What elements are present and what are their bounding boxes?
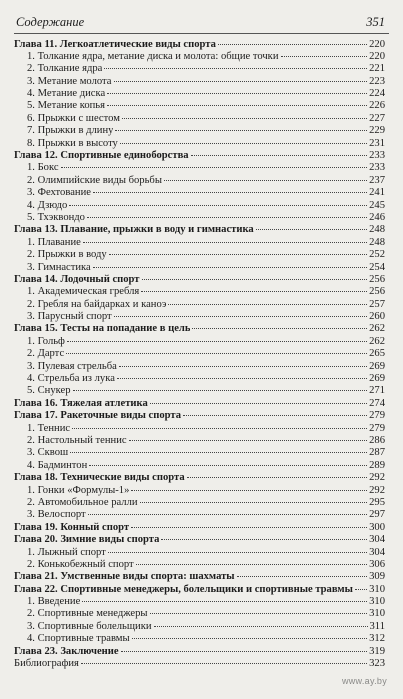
dot-leader bbox=[187, 477, 367, 478]
toc-entry-title: Глава 15. Тесты на попадание в цель bbox=[14, 323, 191, 335]
dot-leader bbox=[164, 180, 367, 181]
toc-entry-title: Глава 17. Ракеточные виды спорта bbox=[14, 410, 182, 422]
dot-leader bbox=[107, 93, 367, 94]
toc-entry-row bbox=[14, 113, 385, 125]
toc-entry-page: 279 bbox=[369, 422, 385, 434]
toc-entry-title: 3. Гимнастика bbox=[27, 261, 91, 273]
toc-entry-title: 1. Лыжный спорт bbox=[27, 546, 106, 558]
page-number: 351 bbox=[366, 15, 385, 29]
dot-leader bbox=[66, 353, 367, 354]
toc-entry-page: 221 bbox=[369, 63, 385, 75]
dot-leader bbox=[355, 589, 367, 590]
toc-entry-page: 319 bbox=[369, 645, 385, 657]
toc-entry-title: 4. Бадминтон bbox=[27, 459, 88, 471]
toc-entry-page: 309 bbox=[369, 571, 385, 583]
toc-entry-row bbox=[14, 336, 385, 348]
toc-entry-row bbox=[14, 485, 385, 497]
toc-entry-title: 2. Олимпийские виды борьбы bbox=[27, 174, 162, 186]
dot-leader bbox=[89, 465, 367, 466]
toc-entry-title: Библиография bbox=[14, 658, 79, 670]
toc-entry-title: Глава 13. Плавание, прыжки в воду и гимнастика bbox=[14, 224, 254, 236]
toc-entry-title: 3. Фехтование bbox=[27, 187, 91, 199]
dot-leader bbox=[81, 663, 367, 664]
toc-entry-title: Глава 14. Лодочный спорт bbox=[14, 273, 140, 285]
toc-entry-title: 2. Спортивные менеджеры bbox=[27, 608, 148, 620]
toc-entry-title: 2. Дартс bbox=[27, 348, 65, 360]
dot-leader bbox=[73, 390, 368, 391]
toc-entry-row bbox=[14, 608, 385, 620]
toc-entry-row bbox=[14, 348, 385, 360]
toc-chapter-row bbox=[14, 150, 385, 162]
toc-entry-page: 254 bbox=[369, 261, 385, 273]
toc-entry-row bbox=[14, 559, 385, 571]
toc-entry-title: 2. Толкание ядра bbox=[27, 63, 103, 75]
toc-chapter-row bbox=[14, 398, 385, 410]
toc-chapter-row bbox=[14, 584, 385, 596]
toc-entry-page: 262 bbox=[369, 323, 385, 335]
dot-leader bbox=[131, 490, 367, 491]
toc-entry-row bbox=[14, 423, 385, 435]
toc-entry-row bbox=[14, 509, 385, 521]
dot-leader bbox=[88, 514, 367, 515]
toc-entry-title: 3. Метание молота bbox=[27, 75, 112, 87]
toc-entry-title: 1. Бокс bbox=[27, 162, 59, 174]
toc-entry-title: 4. Спортивные травмы bbox=[27, 633, 130, 645]
toc-entry-page: 246 bbox=[369, 211, 385, 223]
toc-entry-title: Глава 18. Технические виды спорта bbox=[14, 472, 185, 484]
toc-chapter-row bbox=[14, 571, 385, 583]
toc-entry-title: 8. Прыжки в высоту bbox=[27, 137, 118, 149]
dot-leader bbox=[154, 626, 368, 627]
toc-entry-title: 1. Академическая гребля bbox=[27, 286, 140, 298]
dot-leader bbox=[61, 167, 368, 168]
dot-leader bbox=[67, 341, 367, 342]
toc-entry-title: 3. Сквош bbox=[27, 447, 69, 459]
toc-entry-title: 1. Гольф bbox=[27, 335, 65, 347]
dot-leader bbox=[93, 192, 367, 193]
toc-entry-row bbox=[14, 447, 385, 459]
toc-entry-row bbox=[14, 658, 385, 670]
toc-entry-page: 311 bbox=[369, 620, 385, 632]
toc-entry-title: Глава 23. Заключение bbox=[14, 645, 119, 657]
toc-entry-title: 5. Метание копья bbox=[27, 100, 106, 112]
dot-leader bbox=[192, 328, 367, 329]
toc-entry-row bbox=[14, 237, 385, 249]
toc-entry-row bbox=[14, 311, 385, 323]
toc-entry-title: 1. Плавание bbox=[27, 236, 81, 248]
dot-leader bbox=[141, 291, 367, 292]
toc-entry-row bbox=[14, 385, 385, 397]
dot-leader bbox=[142, 279, 368, 280]
dot-leader bbox=[129, 440, 368, 441]
toc-entry-title: 6. Прыжки с шестом bbox=[27, 112, 120, 124]
toc-entry-title: 3. Парусный спорт bbox=[27, 311, 112, 323]
dot-leader bbox=[281, 56, 368, 57]
toc-entry-title: 5. Тхэквондо bbox=[27, 211, 85, 223]
toc-entry-title: 3. Спортивные болельщики bbox=[27, 620, 152, 632]
dot-leader bbox=[136, 564, 367, 565]
toc-entry-page: 269 bbox=[369, 360, 385, 372]
dot-leader bbox=[109, 254, 367, 255]
toc-entry-row bbox=[14, 262, 385, 274]
dot-leader bbox=[72, 428, 367, 429]
toc-entry-row bbox=[14, 200, 385, 212]
toc-entry-page: 226 bbox=[369, 100, 385, 112]
toc-entry-page: 312 bbox=[369, 633, 385, 645]
toc-entry-row bbox=[14, 299, 385, 311]
toc-entry-row bbox=[14, 63, 385, 75]
toc-entry-title: 4. Дзюдо bbox=[27, 199, 68, 211]
toc-entry-page: 252 bbox=[369, 249, 385, 261]
dot-leader bbox=[183, 415, 367, 416]
toc-entry-title: 2. Гребля на байдарках и каноэ bbox=[27, 298, 167, 310]
toc-entry-page: 227 bbox=[369, 112, 385, 124]
dot-leader bbox=[104, 68, 367, 69]
toc-entry-page: 256 bbox=[369, 286, 385, 298]
toc-chapter-row bbox=[14, 323, 385, 335]
toc-entry-row bbox=[14, 373, 385, 385]
toc-entry-title: Глава 12. Спортивные единоборства bbox=[14, 150, 189, 162]
toc-entry-page: 229 bbox=[369, 125, 385, 137]
toc-entry-page: 289 bbox=[369, 459, 385, 471]
toc-entry-page: 265 bbox=[369, 348, 385, 360]
toc-entry-page: 220 bbox=[369, 38, 385, 50]
running-header-title: Содержание bbox=[16, 15, 85, 29]
toc-entry-page: 292 bbox=[369, 472, 385, 484]
dot-leader bbox=[93, 267, 367, 268]
dot-leader bbox=[121, 651, 368, 652]
dot-leader bbox=[107, 105, 367, 106]
toc-entry-row bbox=[14, 547, 385, 559]
dot-leader bbox=[140, 502, 368, 503]
dot-leader bbox=[114, 316, 367, 317]
toc-entry-page: 297 bbox=[369, 509, 385, 521]
toc-entry-page: 310 bbox=[369, 583, 385, 595]
dot-leader bbox=[132, 638, 367, 639]
toc-entry-row bbox=[14, 88, 385, 100]
toc-entry-page: 310 bbox=[369, 596, 385, 608]
toc-entry-row bbox=[14, 100, 385, 112]
toc-entry-title: Глава 16. Тяжелая атлетика bbox=[14, 397, 148, 409]
dot-leader bbox=[108, 552, 367, 553]
toc-entry-page: 286 bbox=[369, 435, 385, 446]
toc-entry-row bbox=[14, 460, 385, 472]
toc-entry-page: 304 bbox=[369, 546, 385, 558]
dot-leader bbox=[70, 452, 367, 453]
toc-entry-page: 310 bbox=[369, 608, 385, 620]
toc-entry-title: 3. Пулевая стрельба bbox=[27, 360, 117, 372]
toc-chapter-row bbox=[14, 646, 385, 658]
toc-chapter-row bbox=[14, 472, 385, 484]
toc-entry-page: 256 bbox=[369, 273, 385, 285]
toc-entry-page: 248 bbox=[369, 224, 385, 236]
toc-entry-title: 1. Введение bbox=[27, 596, 81, 608]
dot-leader bbox=[237, 576, 368, 577]
toc-entry-title: Глава 22. Спортивные менеджеры, болельщики и спортивные травмы bbox=[14, 583, 353, 595]
toc-chapter-row bbox=[14, 522, 385, 534]
toc-entry-title: Глава 20. Зимние виды спорта bbox=[14, 534, 160, 546]
toc-entry-title: Глава 19. Конный спорт bbox=[14, 521, 130, 533]
watermark: www.ay.by bbox=[341, 676, 387, 686]
toc-entry-page: 233 bbox=[369, 150, 385, 162]
dot-leader bbox=[161, 539, 367, 540]
dot-leader bbox=[87, 217, 367, 218]
toc-entry-page: 279 bbox=[369, 410, 385, 422]
toc-entry-page: 292 bbox=[369, 484, 385, 496]
toc-entry-page: 323 bbox=[369, 658, 385, 670]
dot-leader bbox=[120, 143, 367, 144]
toc-chapter-row bbox=[14, 274, 385, 286]
toc-entry-page: 223 bbox=[369, 75, 385, 87]
dot-leader bbox=[218, 44, 367, 45]
toc-entry-row bbox=[14, 125, 385, 137]
toc-entry-title: Глава 11. Легкоатлетические виды спорта bbox=[14, 38, 216, 50]
toc-entry-page: 271 bbox=[369, 385, 385, 397]
toc-entry-title: 2. Настольный теннис bbox=[27, 435, 127, 446]
dot-leader bbox=[119, 366, 367, 367]
toc-entry-page: 262 bbox=[369, 335, 385, 347]
toc-entry-row bbox=[14, 361, 385, 373]
toc-entry-row bbox=[14, 187, 385, 199]
toc-entry-page: 306 bbox=[369, 558, 385, 570]
toc-entry-page: 295 bbox=[369, 496, 385, 508]
toc-entry-row bbox=[14, 51, 385, 63]
toc-entry-row bbox=[14, 76, 385, 88]
toc-entry-row bbox=[14, 497, 385, 509]
toc-entry-title: 2. Прыжки в воду bbox=[27, 249, 107, 261]
toc-entry-page: 287 bbox=[369, 447, 385, 459]
toc-chapter-row bbox=[14, 39, 385, 51]
toc-entry-page: 269 bbox=[369, 373, 385, 385]
toc-chapter-row bbox=[14, 224, 385, 236]
toc-entry-title: 3. Велоспорт bbox=[27, 509, 86, 521]
dot-leader bbox=[150, 403, 367, 404]
toc-entry-row bbox=[14, 596, 385, 608]
toc-entry-page: 300 bbox=[369, 521, 385, 533]
dot-leader bbox=[256, 229, 367, 230]
dot-leader bbox=[82, 601, 367, 602]
toc-entry-page: 245 bbox=[369, 199, 385, 211]
dot-leader bbox=[115, 130, 367, 131]
dot-leader bbox=[122, 118, 367, 119]
toc-entry-title: Глава 21. Умственные виды спорта: шахматы bbox=[14, 571, 235, 583]
toc-entry-title: 2. Конькобежный спорт bbox=[27, 558, 134, 570]
toc-entry-page: 237 bbox=[369, 174, 385, 186]
toc-entry-title: 7. Прыжки в длину bbox=[27, 125, 114, 137]
toc-entry-page: 257 bbox=[369, 298, 385, 310]
header-rule bbox=[14, 33, 389, 34]
toc-entry-row bbox=[14, 175, 385, 187]
toc-entry-title: 5. Снукер bbox=[27, 385, 71, 397]
dot-leader bbox=[168, 304, 367, 305]
toc-entry-title: 4. Стрельба из лука bbox=[27, 373, 115, 385]
toc-entry-title: 1. Гонки «Формулы-1» bbox=[27, 484, 130, 496]
toc-chapter-row bbox=[14, 410, 385, 422]
dot-leader bbox=[117, 378, 367, 379]
dot-leader bbox=[150, 613, 368, 614]
toc-entry-title: 4. Метание диска bbox=[27, 88, 106, 100]
toc-entry-page: 304 bbox=[369, 534, 385, 546]
dot-leader bbox=[83, 242, 367, 243]
toc-entry-page: 233 bbox=[369, 162, 385, 174]
toc-entry-page: 224 bbox=[369, 88, 385, 100]
toc-entry-row bbox=[14, 249, 385, 261]
dot-leader bbox=[69, 205, 367, 206]
toc-entry-title: 2. Автомобильное ралли bbox=[27, 496, 138, 508]
toc-entry-row bbox=[14, 633, 385, 645]
toc-entry-row bbox=[14, 286, 385, 298]
toc-chapter-row bbox=[14, 534, 385, 546]
dot-leader bbox=[131, 527, 367, 528]
toc-entry-page: 274 bbox=[369, 397, 385, 409]
toc-entry-page: 241 bbox=[369, 187, 385, 199]
toc-entry-page: 231 bbox=[369, 137, 385, 149]
toc-entry-title: 1. Толкание ядра, метание диска и молота: общие точки bbox=[27, 50, 279, 62]
toc-entry-page: 248 bbox=[369, 236, 385, 248]
toc-entry-row bbox=[14, 138, 385, 150]
toc-entry-row bbox=[14, 435, 385, 447]
table-of-contents bbox=[14, 39, 385, 671]
toc-entry-row bbox=[14, 212, 385, 224]
toc-entry-page: 220 bbox=[369, 50, 385, 62]
toc-entry-row bbox=[14, 621, 385, 633]
toc-entry-title: 1. Теннис bbox=[27, 422, 71, 434]
running-header bbox=[14, 15, 389, 31]
toc-entry-page: 260 bbox=[369, 311, 385, 323]
dot-leader bbox=[191, 155, 368, 156]
dot-leader bbox=[114, 81, 368, 82]
toc-entry-row bbox=[14, 162, 385, 174]
